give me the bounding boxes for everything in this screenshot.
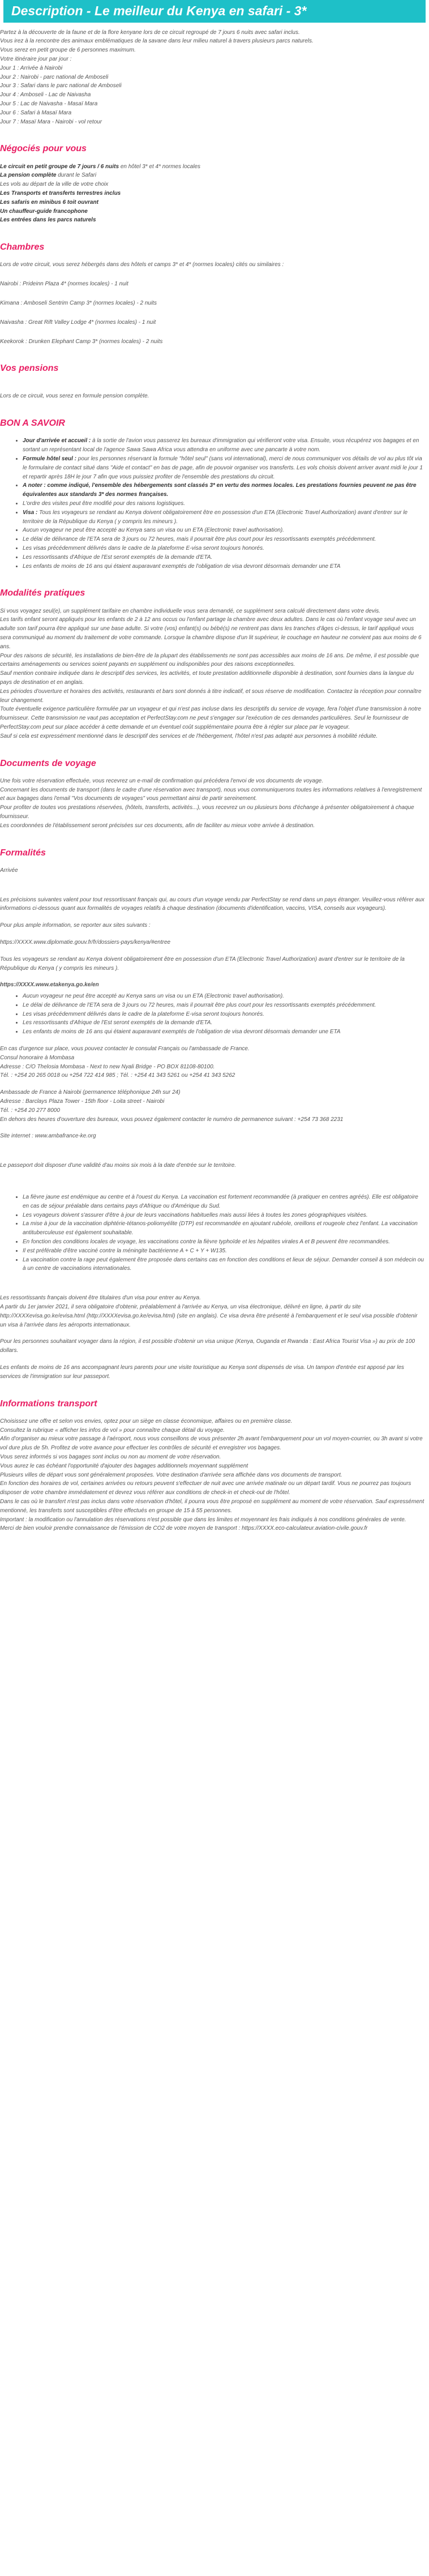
itinerary-day: Jour 6 : Safari à Masaï Mara — [0, 109, 72, 116]
list-item — [23, 481, 424, 499]
modalites-paragraph: Les tarifs enfant seront appliqués pour les enfants de 2 à 12 ans occus ou l'enfant partage la chambre avec deux adultes. Dans le cas où l'enfant voyage seul avec un adulte son tarif pourra être appliqué sur une base adulte. Si votre (vos) enfant(s) ou bébé(s) ne rentrent pas dans les tranches d'âges ci-dessus, le tarif appliqué vous sera communiqué au moment du traitement de votre commande. Lorsque la chambre dispose d'un lit supérieur, le couchage en hauteur ne convient pas aux moins de 6 ans. — [0, 617, 422, 650]
list-item: • Aucun voyageur ne peut être accepté au Kenya sans un visa ou un ETA (Electronic travel authorisation). — [23, 992, 424, 1001]
modalites-paragraph: Toute éventuelle exigence particulière formulée par un voyageur et qui n'est pas incluse dans les descriptifs du service de voyage, fera l'objet d'une transmission à notre fournisseur. Cette transmission ne vaut pas acceptation et PerfectStay.com ne peut s'engager sur l'exécution de ces demandes particulières. Seul le fournisseur de PerfectStay.com peut sur place accéder à cette demande et un éventuel coût supplémentaire pourra être à régler sur place par le voyageur. — [0, 706, 422, 730]
negocie-bold: Les Transports et transferts terrestres inclus — [0, 190, 121, 196]
consulat-line: En dehors des heures d'ouverture des bureaux, vous pouvez également contacter le numéro de permanence suivant : +254 73 368 2231 — [0, 1116, 344, 1123]
itinerary-day: Jour 7 : Masaï Mara - Nairobi - vol retour — [0, 118, 102, 125]
negocie-rest: Les vols au départ de la ville de votre choix — [0, 181, 109, 188]
transport-paragraph: Consultez la rubrique « afficher les infos de vol » pour connaître chaque détail du voyage. — [0, 1427, 225, 1434]
negocie-line — [0, 171, 424, 180]
negocie-line — [0, 207, 424, 216]
modalites-paragraph: Si vous voyagez seul(e), un supplément tarifaire en chambre individuelle vous sera demandé, ce supplément sera calculé directement dans votre devis. — [0, 607, 381, 614]
visa-paragraph: Les ressortissants français doivent être titulaires d'un visa pour entrer au Kenya. — [0, 1295, 201, 1302]
negocie-rest: en hôtel 3* et 4* normes locales — [119, 163, 201, 170]
itinerary-day: Jour 5 : Lac de Naivasha - Masaï Mara — [0, 100, 98, 107]
item-rest: Les enfants de moins de 16 ans qui étaient auparavant exemptés de l'obligation de visa devront désormais demander une ETA — [23, 563, 341, 570]
chambres-block — [0, 260, 424, 346]
bon-a-savoir-list — [0, 437, 424, 571]
list-item — [23, 535, 424, 544]
hotel-line: Kimana : Amboseli Sentrim Camp 3* (normes locales) - 2 nuits — [0, 299, 157, 306]
list-item: • Les visas précédemment délivrés dans le cadre de la plateforme E-visa seront toujours honorés. — [23, 1010, 424, 1019]
consulat-line: Adresse : Barclays Plaza Tower - 15th floor - Loita street - Nairobi — [0, 1098, 165, 1105]
consulat-line: Site internet : www.ambafrance-ke.org — [0, 1133, 96, 1140]
hotel-line: Naivasha : Great Rift Valley Lodge 4* (normes locales) - 1 nuit — [0, 319, 156, 326]
item-rest: Aucun voyageur ne peut être accepté au Kenya sans un visa ou un ETA (Electronic travel authorisation). — [23, 527, 284, 534]
list-item — [23, 437, 424, 455]
chambres-intro: Lors de votre circuit, vous serez hébergés dans des hôtels et camps 3* et 4* (normes locales) cités ou similaires : — [0, 262, 284, 268]
list-item: • Les enfants de moins de 16 ans qui étaient auparavant exemptés de l'obligation de visa devront désormais demander une ETA — [23, 1028, 424, 1037]
list-item: • La vaccination contre la rage peut également être proposée dans certains cas en fonction des conditions et lieux de séjour. Demander conseil à son médecin ou à un centre de vaccinations internationales. — [23, 1256, 424, 1274]
item-rest: Les visas précédemment délivrés dans le cadre de la plateforme E-visa seront toujours honorés. — [23, 545, 264, 552]
consulat-line: Ambassade de France à Nairobi (permanence téléphonique 24h sur 24) — [0, 1089, 181, 1096]
transport-paragraph: Choisissez une offre et selon vos envies, optez pour un siège en classe économique, affaires ou en première classe. — [0, 1418, 293, 1424]
visa-paragraph: Pour les personnes souhaitant voyager dans la région, il est possible d'obtenir un visa unique (Kenya, Ouganda et Rwanda : East Africa Tourist Visa ») au prix de 100 dollars. — [0, 1338, 415, 1354]
negocie-bold: Un chauffeur-guide francophone — [0, 208, 88, 215]
modalites-paragraph: Sauf mention contraire indiquée dans le descriptif des services, les activités, et toute prestation additionnelle disponible à destination, sont fournies dans la langue du pays de destination et en anglais. — [0, 670, 414, 686]
list-item: • Il est préférable d'être vacciné contre la méningite bactérienne A + C + Y + W135. — [23, 1247, 424, 1256]
section-title-formalites: Formalités — [0, 848, 46, 858]
negocie-bold: Les safaris en minibus 6 toit ouvrant — [0, 199, 98, 206]
eta-list — [0, 992, 424, 1037]
item-rest: Le délai de délivrance de l'ETA sera de 3 jours ou 72 heures, mais il pourrait être plus court pour les ressortissants exemptés précédemment. — [23, 536, 376, 543]
negocie-line — [0, 216, 424, 225]
visa-paragraph: A partir du 1er janvier 2021, il sera obligatoire d'obtenir, préalablement à l'arrivée au Kenya, un visa électronique, délivré en ligne, à partir du site http://XXXXevisa.go.ke/evisa.html (http://XXXXevisa.go.ke/evisa.html) (site en anglais). Ce visa devra être présenté à l'embarquement et le seul visa possible d'obtenir un visa à l'arrivée dans les aéroports internationaux. — [0, 1304, 418, 1328]
etakenya-link-text[interactable]: https://XXXX.www.etakenya.go.ke/en — [0, 982, 99, 989]
sante-list — [0, 1193, 424, 1273]
item-bold: Visa : — [23, 509, 38, 516]
formalites-block — [0, 866, 424, 1381]
transport-paragraph: Afin d'organiser au mieux votre passage à l'aéroport, nous vous conseillons de vous présenter 2h avant l'embarquement pour un vol moyen-courrier, ou 3h avant si votre vol dure plus de 5h. Profitez de votre avance pour effectuer les contrôles de sécurité et enregistrer vos bagages. — [0, 1436, 423, 1452]
transport-paragraph: Merci de bien vouloir prendre connaissance de l'émission de CO2 de votre moyen de transport : https://XXXX.eco-calculateur.aviation-civile.gouv.fr — [0, 1525, 368, 1532]
item-bold: A noter : comme indiqué, l'ensemble des hébergements sont classés 3* en vertu des normes locales. Les prestations fournies peuvent ne pas être équivalentes aux standards 3* des normes françaises. — [23, 482, 417, 498]
consulat-line: Adresse : C/O Thelosia Mombasa - Next to new Nyali Bridge - PO BOX 81108-80100. — [0, 1063, 215, 1070]
hotel-line: Keekorok : Drunken Elephant Camp 3* (normes locales) - 2 nuits — [0, 338, 163, 345]
itinerary-day: Jour 1 : Arrivée à Nairobi — [0, 65, 63, 71]
formalites-paragraph: Pour plus ample information, se reporter aux sites suivants : — [0, 922, 151, 929]
formalites-paragraph: Les précisions suivantes valent pour tout ressortissant français qui, au cours d'un voyage vendu par PerfectStay se rend dans un pays étranger. Veuillez-vous référer aux informations ci-dessous quant aux formalités de voyages relatifs à chaque destination (documents d'identification, vaccins, VISA, conseils aux voyageurs). — [0, 896, 424, 912]
page-title: Description - Le meilleur du Kenya en safari - 3* — [11, 3, 307, 18]
list-item — [23, 562, 424, 571]
consulat-line: Consul honoraire à Mombasa — [0, 1054, 75, 1061]
section-title-transport: Informations transport — [0, 1398, 97, 1409]
section-title-modalites: Modalités pratiques — [0, 588, 85, 598]
list-item: • Le délai de délivrance de l'ETA sera de 3 jours ou 72 heures, mais il pourrait être plus court pour les ressortissants exemptés précédemment. — [23, 1001, 424, 1010]
consulat-line: Tél. : +254 20 265 0018 ou +254 722 414 985 ; Tél. : +254 41 343 5261 ou +254 41 343 5262 — [0, 1072, 235, 1079]
item-rest: Les ressortissants d'Afrique de l'Est seront exemptés de la demande d'ETA. — [23, 554, 213, 560]
content — [0, 28, 424, 1534]
section-title-chambres: Chambres — [0, 242, 45, 253]
item-bold: Jour d'arrivée et accueil : — [23, 438, 91, 444]
consulat-line: En cas d'urgence sur place, vous pouvez contacter le consulat Français ou l'ambassade de France. — [0, 1046, 250, 1052]
consulat-line: Tél. : +254 20 277 8000 — [0, 1107, 60, 1114]
item-rest: L'ordre des visites peut être modifié pour des raisons logistiques. — [23, 500, 186, 507]
item-rest: pour les personnes réservant la formule "hôtel seul" (sans vol international), merci de nous communiquer vos détails de vol au plus tôt via le formulaire de contact situé dans "Aide et contact" en bas de page, afin de pouvoir organiser vos transferts. Les vols choisis doivent arriver avant midi le jour 1 et repartir après 18H le jour 7 afin que vous puissiez profiter de l'ensemble des prestations du circuit. — [23, 456, 423, 480]
modalites-paragraph: Pour des raisons de sécurité, les installations de bien-être de la plupart des établissements ne sont pas accessibles aux moins de 16 ans. De même, il est possible que certains aménagements ou services soient payants en supplément ou indisponibles pour des raisons exceptionnelles. — [0, 652, 419, 668]
section-title-documents: Documents de voyage — [0, 758, 96, 768]
list-item: • Les voyageurs doivent s'assurer d'être à jour de leurs vaccinations habituelles mais aussi liées à toutes les zones géographiques visitées. — [23, 1211, 424, 1220]
etakenya-link[interactable] — [0, 981, 424, 990]
intro-line: Vous irez à la rencontre des animaux emblématiques de la savane dans leur milieu naturel à travers plusieurs parcs naturels. — [0, 38, 314, 45]
modalites-paragraph: Sauf si cela est expressément mentionné dans le descriptif des services et de l'hébergement, l'hôtel n'est pas adapté aux personnes à mobilité réduite. — [0, 733, 378, 739]
transport-block — [0, 1417, 424, 1533]
item-bold: Formule hôtel seul : — [23, 456, 77, 463]
section-title-pensions: Vos pensions — [0, 363, 59, 374]
formalites-arrivee: Arrivée — [0, 867, 18, 874]
section-title-negocies: Négociés pour vous — [0, 144, 87, 154]
documents-paragraph: Une fois votre réservation effectuée, vous recevrez un e-mail de confirmation qui précédera l'envoi de vos documents de voyage. — [0, 777, 324, 784]
item-rest: à la sortie de l'avion vous passerez les bureaux d'immigration qui vérifieront votre visa. Ensuite, vous récupérez vos bagages et en sortant un représentant local de l'agence Sawa Sawa Africa vous attendra en uniforme avec une pancarte à votre nom. — [23, 438, 419, 453]
list-item — [23, 455, 424, 481]
transport-paragraph: Important : la modification ou l'annulation des réservations n'est possible que dans les limites et moyennant les frais indiqués à nos conditions générales de vente. — [0, 1516, 406, 1523]
diplomatie-link[interactable] — [0, 938, 424, 947]
itinerary-day: Jour 4 : Amboseli - Lac de Naivasha — [0, 92, 91, 99]
description-header — [3, 0, 426, 23]
modalites-paragraph: Les périodes d'ouverture et horaires des activités, restaurants et bars sont donnés à titre indicatif, et sous réserve de modification. Contactez la réception pour connaître leur changement. — [0, 688, 422, 704]
list-item: • En fonction des conditions locales de voyage, les vaccinations contre la fièvre typhoïde et les hépatites virales A et B peuvent être recommandées. — [23, 1238, 424, 1247]
list-item: • Les ressortissants d'Afrique de l'Est seront exemptés de la demande d'ETA. — [23, 1019, 424, 1028]
documents-paragraph: Pour profiter de toutes vos prestations réservées, (hôtels, transferts, activités...), vous recevrez un ou plusieurs bons d'échange à présenter obligatoirement à chaque fournisseur. — [0, 805, 414, 820]
modalites-block — [0, 607, 424, 741]
itinerary-day: Jour 2 : Nairobi - parc national de Amboseli — [0, 74, 109, 80]
intro-line: Vous serez en petit groupe de 6 personnes maximum. — [0, 47, 136, 54]
documents-paragraph: Concernant les documents de transport (dans le cadre d'une réservation avec transport), nous vous communiquerons toutes les informations relatives à l'enregistrement et aux bagages dans l'email "Vos documents de voyages" vous permettant ainsi de partir sereinement. — [0, 786, 422, 802]
pensions-block — [0, 382, 424, 401]
transport-paragraph: Plusieurs villes de départ vous sont généralement proposées. Votre destination d'arrivée sera affichée dans vos documents de transport. — [0, 1471, 342, 1478]
negocies-block — [0, 162, 424, 225]
negocie-bold: La pension complète — [0, 172, 57, 179]
itinerary-day: Jour 3 : Safari dans le parc national de Amboseli — [0, 83, 122, 89]
list-item — [23, 526, 424, 535]
list-item — [23, 544, 424, 553]
negocie-bold: Le circuit en petit groupe de 7 jours / 6 nuits — [0, 163, 119, 170]
negocie-line — [0, 198, 424, 207]
list-item — [23, 499, 424, 508]
transport-paragraph: Vous aurez le cas échéant l'opportunité d'ajouter des bagages additionnels moyennant supplément — [0, 1462, 248, 1469]
diplomatie-link-text[interactable]: https://XXXX.www.diplomatie.gouv.fr/fr/dossiers-pays/kenya/#entree — [0, 939, 171, 945]
documents-block — [0, 777, 424, 831]
formalites-paragraph: Tous les voyageurs se rendant au Kenya doivent obligatoirement être en possession d'un ETA (Electronic Travel Authorization) avant d'entrer sur le territoire de la République du Kenya ( y compris les mineurs ). — [0, 956, 405, 972]
list-item — [23, 553, 424, 562]
intro-line: Partez à la découverte de la faune et de la flore kenyane lors de ce circuit regroupé de 7 jours 6 nuits avec safari inclus. — [0, 29, 300, 36]
documents-paragraph: Les coordonnées de l'établissement seront précisées sur ces documents, afin de faciliter au mieux votre arrivée à destination. — [0, 822, 315, 829]
negocie-line — [0, 180, 424, 189]
pensions-text: Lors de ce circuit, vous serez en formule pension complète. — [0, 393, 149, 400]
visa-paragraph: Les enfants de moins de 16 ans accompagnant leurs parents pour une visite touristique au Kenya sont dispensés de visa. Un tampon d'entrée est apposé par les services de l'immigration sur leur passeport. — [0, 1364, 405, 1380]
list-item: • La fièvre jaune est endémique au centre et à l'ouest du Kenya. La vaccination est fortement recommandée (à pratiquer en centres agréés). Elle est obligatoire en cas de séjour préalable dans certains pays d'Afrique ou d'Amérique du Sud. — [23, 1193, 424, 1211]
list-item: • La mise à jour de la vaccination diphtérie-tétanos-poliomyélite (DTP) est recommandée en ajoutant rubéole, oreillons et rougeole chez l'enfant. La vaccination antituberculeuse est également souhaitable. — [23, 1219, 424, 1238]
passeport-text: Le passeport doit disposer d'une validité d'au moins six mois à la date d'entrée sur le territoire. — [0, 1162, 237, 1169]
negocie-bold: Les entrées dans les parcs naturels — [0, 217, 96, 224]
negocie-line — [0, 189, 424, 198]
transport-paragraph: En fonction des horaires de vol, certaines arrivées ou retours peuvent s'effectuer de nuit avec une arrivée matinale ou un départ tardif. Vous ne pourrez pas toujours disposer de votre chambre immédiatement et devrez vous référer aux conditions de check-in et check-out de l'hôtel. — [0, 1480, 411, 1496]
transport-paragraph: Dans le cas où le transfert n'est pas inclus dans votre réservation d'hôtel, il pourra vous être proposé en supplément au moment de votre réservation. Sauf expressément mentionné, les transferts sont susceptibles d'être effectués en groupe de 15 à 55 personnes. — [0, 1498, 424, 1514]
transport-paragraph: Vous serez informés si vos bagages sont inclus ou non au moment de votre réservation. — [0, 1453, 221, 1460]
section-title-bon-a-savoir: BON A SAVOIR — [0, 418, 65, 429]
hotel-line: Nairobi : Prideinn Plaza 4* (normes locales) - 1 nuit — [0, 281, 128, 288]
negocie-rest: durant le Safari — [56, 172, 97, 179]
item-rest: Tous les voyageurs se rendant au Kenya doivent obligatoirement être en possession d'un ETA (Electronic Travel Authorization) avant d'entrer sur le territoire de la République du Kenya ( y compris les mineurs ). — [23, 509, 408, 525]
intro-block — [0, 28, 424, 127]
list-item — [23, 508, 424, 527]
negocie-line — [0, 162, 424, 172]
intro-line: Votre itinéraire jour par jour : — [0, 55, 72, 62]
